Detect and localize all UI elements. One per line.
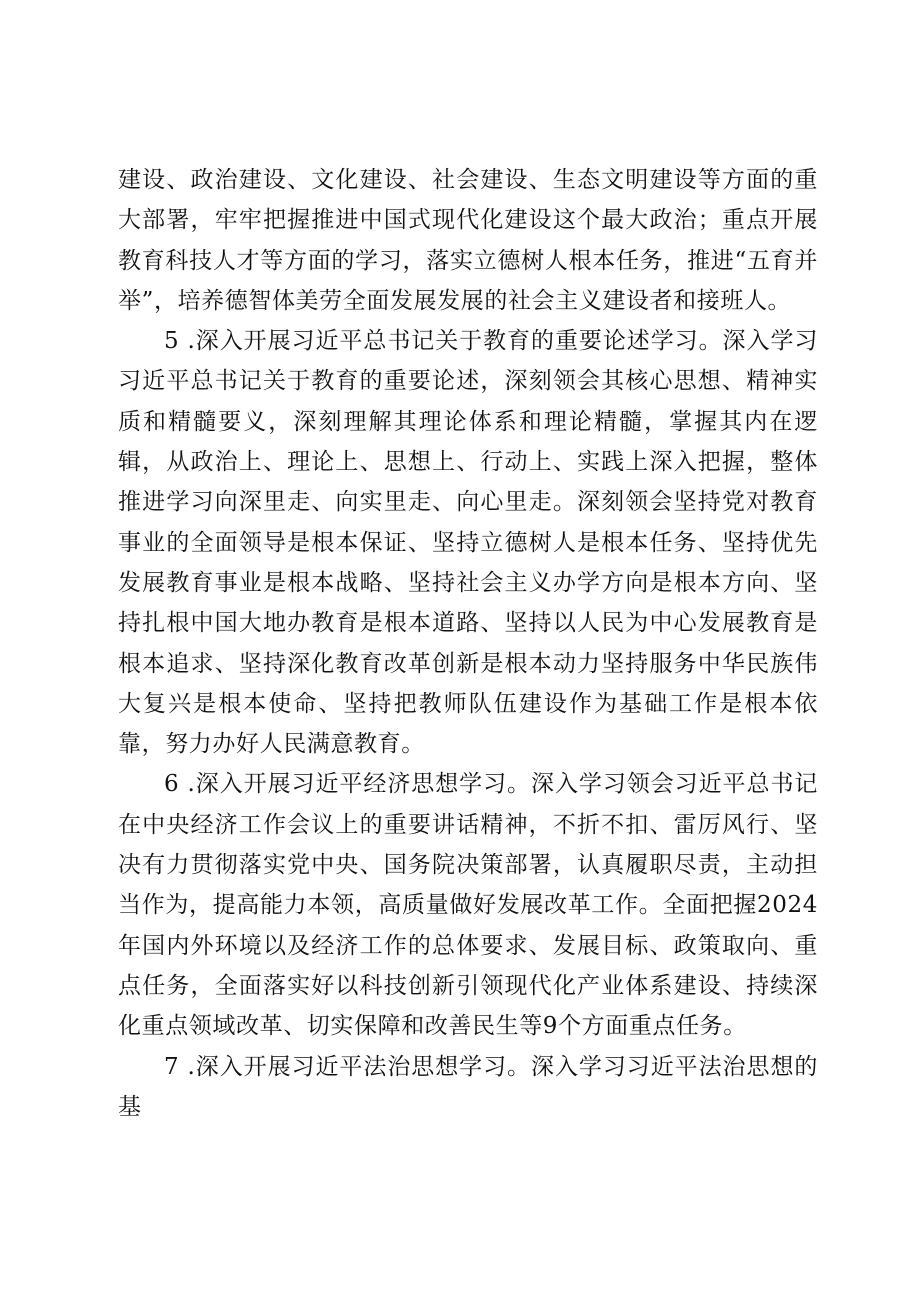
document-body [118, 160, 818, 1127]
paragraph-item-6: 6 .深入开展习近平经济思想学习。深入学习领会习近平总书记在中央经济工作会议上的重要讲话精神，不折不扣、雷厉风行、坚决有力贯彻落实党中央、国务院决策部署，认真履职尽责，主动担当作为，提高能力本领，高质量做好发展改革工作。全面把握2024年国内外环境以及经济工作的总体要求、发展目标、政策取向、重点任务，全面落实好以科技创新引领现代化产业体系建设、持续深化重点领域改革、切实保障和改善民生等9个方面重点任务。 [118, 771, 818, 1040]
paragraph-continuation: 建设、政治建设、文化建设、社会建设、生态文明建设等方面的重大部署，牢牢把握推进中国式现代化建设这个最大政治；重点开展教育科技人才等方面的学习，落实立德树人根本任务，推进“五育并举”，培养德智体美劳全面发展发展的社会主义建设者和接班人。 [118, 167, 818, 314]
paragraph-item-5: 5 .深入开展习近平总书记关于教育的重要论述学习。深入学习习近平总书记关于教育的重要论述，深刻领会其核心思想、精神实质和精髓要义，深刻理解其理论体系和理论精髓，掌握其内在逻辑，从政治上、理论上、思想上、行动上、实践上深入把握，整体推进学习向深里走、向实里走、向心里走。深刻领会坚持党对教育事业的全面领导是根本保证、坚持立德树人是根本任务、坚持优先发展教育事业是根本战略、坚持社会主义办学方向是根本方向、坚持扎根中国大地办教育是根本道路、坚持以人民为中心发展教育是根本追求、坚持深化教育改革创新是根本动力坚持服务中华民族伟大复兴是根本使命、坚持把教师队伍建设作为基础工作是根本依靠，努力办好人民满意教育。 [118, 328, 818, 758]
paragraph-item-7: 7 .深入开展习近平法治思想学习。深入学习习近平法治思想的基 [118, 1053, 818, 1120]
